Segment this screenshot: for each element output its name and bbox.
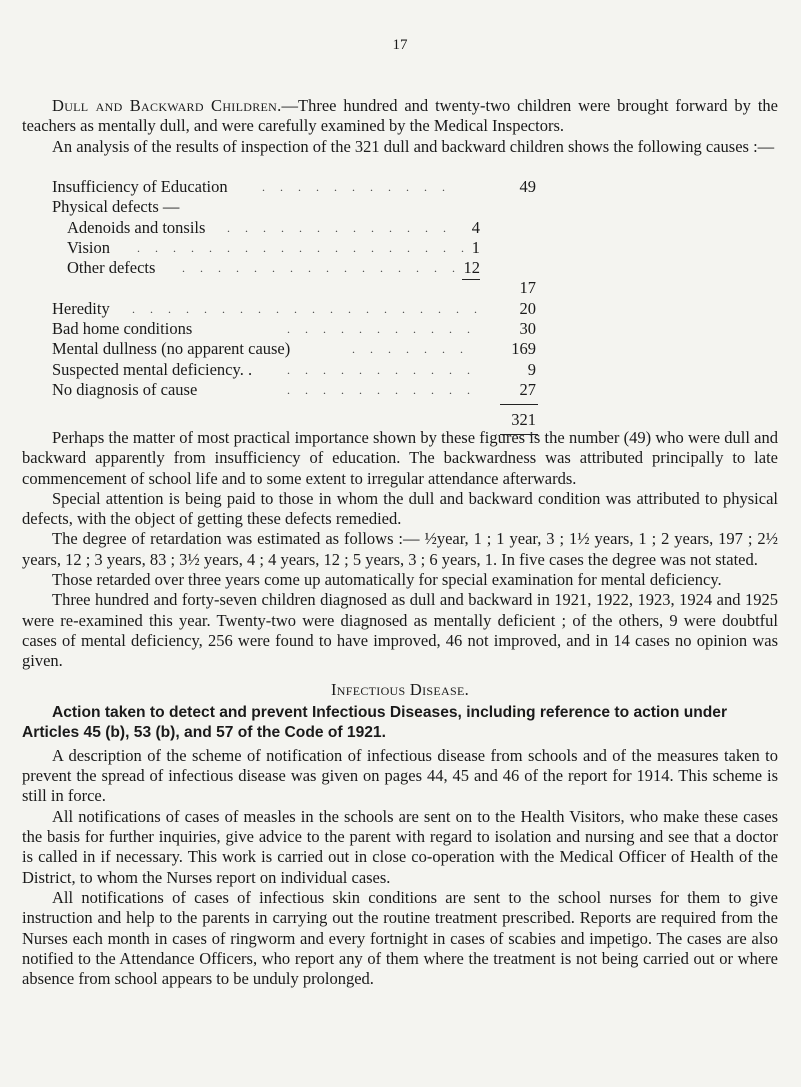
paragraph: The degree of retardation was estimated as follows :— ½year, 1 ; 1 year, 3 ; 1½ years, 1 ; 2 years, 197 ; 2½ years, 12 ; 3 years, 83 ; 3½ years, 4 ; 4 years, 12 ; 5 years, 3 ; 6 years, 1. In five cases the degree was not stated. bbox=[22, 529, 778, 569]
section-subheading: Action taken to detect and prevent Infectious Diseases, including reference to action under Articles 45 (b), 53 (b), and 57 of the Code of 1921. bbox=[22, 703, 728, 742]
section-heading-infectious-disease: Infectious Disease. bbox=[330, 679, 470, 699]
row-label: Bad home conditions bbox=[52, 319, 193, 339]
causes-table bbox=[22, 177, 778, 439]
row-value: 27 bbox=[519, 379, 536, 399]
paragraph: Those retarded over three years come up automatically for special examination for mental deficiency. bbox=[52, 570, 722, 590]
table-row: Heredity . . . . . . . . . . . . . . . . . . . . 20 bbox=[52, 298, 536, 318]
table-row: Bad home conditions . . . . . . . . . . . 30 bbox=[52, 319, 536, 339]
table-row: Adenoids and tonsils . . . . . . . . . . . . . 4 bbox=[67, 217, 480, 237]
row-value: 30 bbox=[519, 319, 536, 339]
row-label: Insufficiency of Education bbox=[52, 177, 228, 196]
row-label: No diagnosis of cause bbox=[52, 379, 198, 399]
table-row: No diagnosis of cause . . . . . . . . . . . 27 bbox=[52, 379, 536, 399]
row-value: 20 bbox=[519, 298, 536, 318]
table-row: Mental dullness (no apparent cause) . . . . . . . 169 bbox=[52, 339, 536, 359]
paragraph: Perhaps the matter of most practical importance shown by these figures is the number (49) who were dull and backward apparently from insufficiency of education. The backwardness was attributed principally to late commencement of school life and to some extent to irregular attendance afterwards. bbox=[22, 428, 778, 488]
subtotal-rule bbox=[462, 279, 480, 280]
row-label: Vision bbox=[67, 237, 111, 257]
row-label: Adenoids and tonsils bbox=[67, 217, 206, 237]
row-value: 9 bbox=[527, 359, 536, 379]
row-label: Mental dullness (no apparent cause) bbox=[52, 339, 291, 359]
table-row bbox=[22, 400, 778, 410]
analysis-paragraph: An analysis of the results of inspection of the 321 dull and backward children shows the following causes :— bbox=[52, 137, 775, 156]
table-row bbox=[22, 278, 778, 298]
total-rule-top bbox=[500, 404, 538, 405]
row-value: 1 bbox=[471, 237, 480, 257]
row-value: 4 bbox=[471, 217, 480, 237]
table-row bbox=[22, 197, 778, 217]
section-heading-dull-backward: Dull and Backward Children. bbox=[52, 96, 282, 115]
row-label: Other defects bbox=[67, 258, 156, 278]
table-row: Suspected mental deficiency. . . . . . . . . . . . . 9 bbox=[52, 359, 536, 379]
row-value: 12 bbox=[463, 258, 480, 278]
table-row: Insufficiency of Education . . . . . . . . . . . 49 bbox=[52, 177, 536, 196]
paragraph: All notifications of cases of measles in the schools are sent on to the Health Visitors, who make these cases the basis for further inquiries, give advice to the parent with regard to isolation and nursing and see that a doctor is called in if necessary. This work is carried out in close co-operation with the Medical Officer of Health of the District, to whom the Nurses report on individual cases. bbox=[22, 806, 778, 887]
paragraph: Three hundred and forty-seven children diagnosed as dull and backward in 1921, 1922, 1923, 1924 and 1925 were re-examined this year. Twenty-two were diagnosed as mentally deficient ; of the others, 9 were doubtful cases of mental deficiency, 256 were found to have improved, 46 not improved, and in 14 cases no opinion was given. bbox=[22, 590, 778, 671]
subtotal-value: 17 bbox=[519, 278, 536, 298]
row-label: Suspected mental deficiency. . bbox=[52, 359, 253, 379]
table-row: Vision . . . . . . . . . . . . . . . . . . . 1 bbox=[67, 237, 480, 257]
intro-text: —Three hundred and twenty-two children were brought forward by the teachers as mentally dull, and were carefully examined by the Medical Inspectors. bbox=[22, 96, 778, 136]
row-value: 49 bbox=[519, 177, 536, 196]
row-value: 169 bbox=[511, 339, 536, 359]
body-text bbox=[22, 428, 778, 989]
paragraph: A description of the scheme of notification of infectious disease from schools and of the measures taken to prevent the spread of infectious disease was given on pages 44, 45 and 46 of the report for 1914. This scheme is still in force. bbox=[22, 745, 778, 806]
row-label: Heredity bbox=[52, 298, 110, 318]
table-row: Other defects . . . . . . . . . . . . . . . . 12 bbox=[67, 258, 480, 278]
total-value: 321 bbox=[511, 410, 536, 430]
page-number: 17 bbox=[392, 37, 408, 53]
paragraph: Special attention is being paid to those in whom the dull and backward condition was attributed to physical defects, with the object of getting these defects remedied. bbox=[22, 488, 778, 529]
paragraph: All notifications of cases of infectious skin conditions are sent to the school nurses for them to give instruction and help to the parents in carrying out the routine treatment prescribed. Reports are required from the Nurses each month in cases of ringworm and every fortnight in cases of scabies and impetigo. The cases are also notified to the Attendance Officers, who report any of them where the treatment is not being carried out or where absence from school appears to be unduly prolonged. bbox=[22, 887, 778, 989]
group-label: Physical defects — bbox=[52, 197, 180, 217]
intro-paragraph bbox=[22, 96, 778, 137]
